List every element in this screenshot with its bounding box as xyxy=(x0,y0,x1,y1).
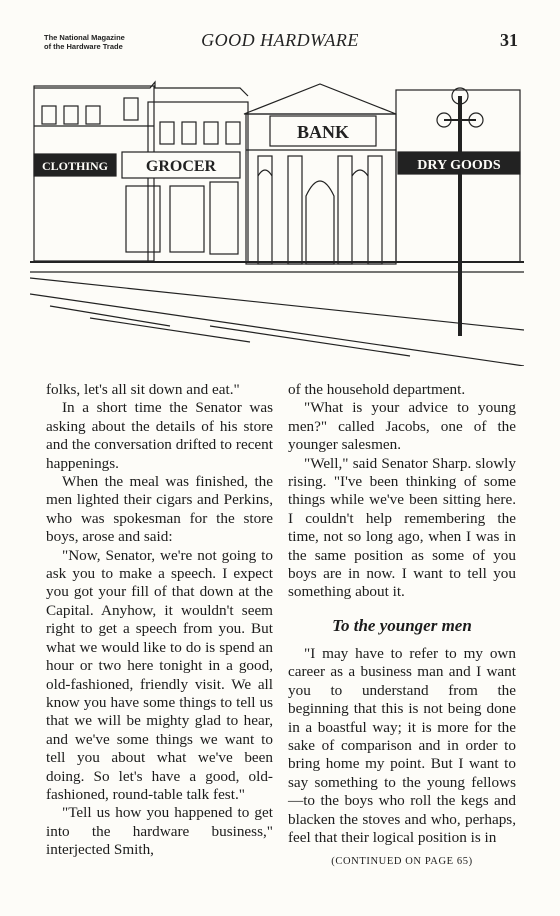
right-paragraph-4: "I may have to refer to my own career as a business man and I want you to understand from the beginning that this is not being done in a boastful way; it is more for the sake of comparison and in order to bring home my point. But I want to say something to the young fellows—to the boys who roll the kegs and blacken the stoves and who, perhaps, feel that their logical position is in xyxy=(288,644,516,846)
street-illustration xyxy=(30,66,524,366)
clothing-sign: CLOTHING xyxy=(41,159,109,173)
bank-sign: BANK xyxy=(296,122,350,142)
page-header xyxy=(0,0,560,60)
right-paragraph-2: "What is your advice to young men?" called Jacobs, one of the younger salesmen. xyxy=(288,399,516,454)
left-paragraph-1: folks, let's all sit down and eat." xyxy=(46,381,240,398)
left-paragraph-5: "Tell us how you happened to get into the hardware business," interjected Smith, xyxy=(46,804,273,859)
running-title: GOOD HARDWARE xyxy=(201,30,359,50)
page-number: 31 xyxy=(500,30,518,50)
right-column xyxy=(288,381,516,872)
right-paragraph-1: of the household department. xyxy=(288,381,466,398)
subheading: To the younger men xyxy=(332,615,472,635)
magazine-name-line1: The National Magazine xyxy=(44,33,125,42)
left-paragraph-4: "Now, Senator, we're not going to ask you to make a speech. I expect you got your fill of that down at the Capital. Anyhow, it wouldn't seem right to get a speech from you. But what we would like to do is spend an hour or two here tonight in a good, old-fashioned, friendly visit. We all know you have some things to tell us that we will be mighty glad to hear, and we've some things we want to tell you about what we've been doing. So let's have a good, old-fashioned, round-table talk fest." xyxy=(46,546,273,803)
left-paragraph-2: In a short time the Senator was asking about the details of his store and the conversation drifted to recent happenings. xyxy=(46,399,273,472)
left-paragraph-3: When the meal was finished, the men lighted their cigars and Perkins, who was spokesman for the store boys, arose and said: xyxy=(46,473,273,546)
continued-note: (CONTINUED ON PAGE 65) xyxy=(331,856,473,868)
left-column xyxy=(46,381,273,860)
magazine-name-line2: of the Hardware Trade xyxy=(44,42,123,51)
right-paragraph-3: "Well," said Senator Sharp. slowly rising. "I've been thinking of some things while we've been sitting here. I couldn't help remembering the time, not so long ago, when I was in the same position as some of you boys are in now. I want to tell you something about it. xyxy=(288,454,516,601)
grocer-sign: GROCER xyxy=(145,158,217,175)
dry-goods-sign: DRY GOODS xyxy=(417,158,501,173)
